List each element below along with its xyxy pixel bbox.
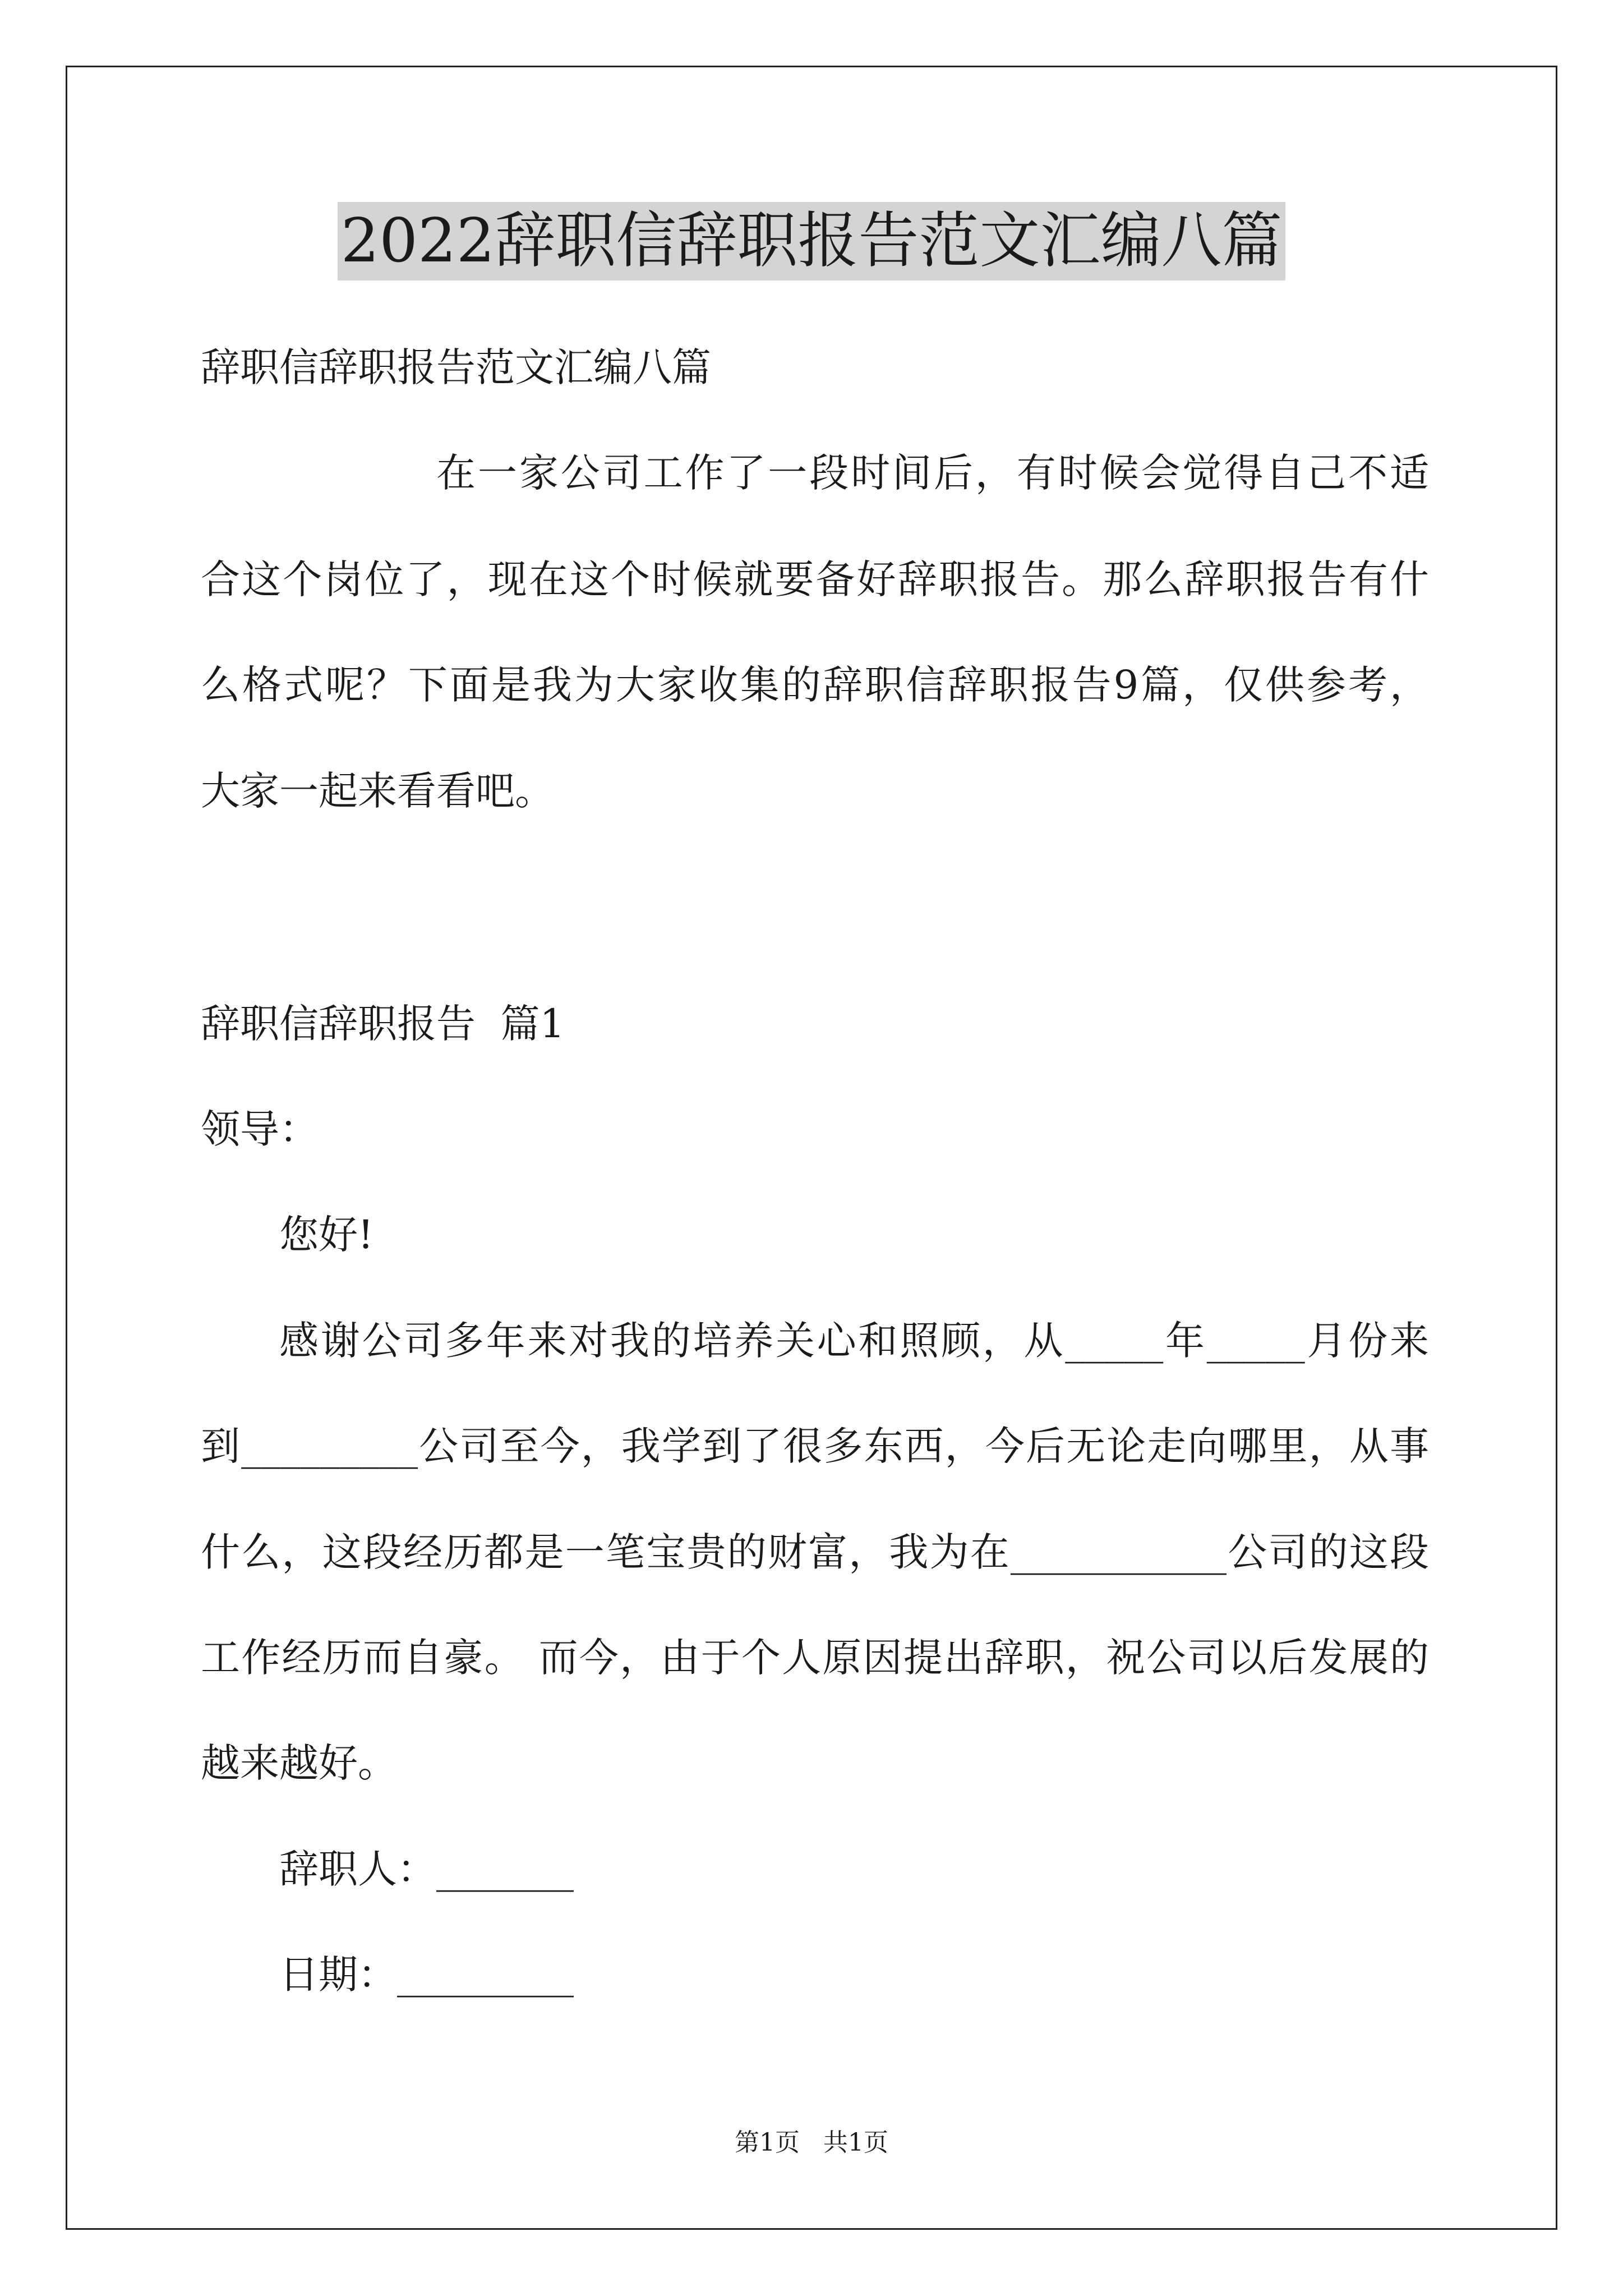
body-line: 感谢公司多年来对我的培养关心和照顾，从_____年_____月份来 [279,1318,1429,1364]
date-line: 日期：_________ [279,1952,574,1998]
intro-line: 在一家公司工作了一段时间后，有时候会觉得自己不适 [436,450,1429,496]
salutation: 领导： [201,1106,319,1152]
document-title: 2022辞职信辞职报告范文汇编八篇 [338,202,1286,280]
intro-line: 大家一起来看看吧。 [201,768,554,814]
page-footer [0,2126,1623,2160]
title-container [0,202,1623,280]
intro-line: 么格式呢？下面是我为大家收集的辞职信辞职报告9篇，仅供参考， [201,662,1429,708]
body-line: 什么，这段经历都是一笔宝贵的财富，我为在___________公司的这段 [201,1529,1429,1575]
document-subtitle: 辞职信辞职报告范文汇编八篇 [201,344,711,390]
intro-line: 合这个岗位了，现在这个时候就要备好辞职报告。那么辞职报告有什 [201,556,1429,602]
page-number: 第1页 共1页 [735,2128,888,2157]
body-line: 越来越好。 [201,1740,397,1786]
signature-line: 辞职人：_______ [279,1846,574,1892]
body-line: 工作经历而自豪。 而今，由于个人原因提出辞职，祝公司以后发展的 [201,1635,1429,1681]
greeting: 您好! [279,1212,374,1258]
section-heading: 辞职信辞职报告 篇1 [201,1001,565,1047]
body-line: 到_________公司至今，我学到了很多东西，今后无论走向哪里，从事 [201,1423,1429,1469]
